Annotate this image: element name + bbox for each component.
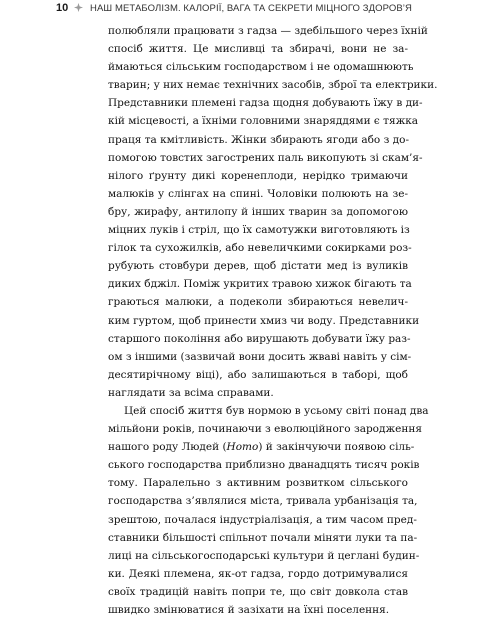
- paragraph-1: [108, 22, 438, 402]
- text-line: ом з іншими (зазвичай вони досить жваві навіть у сім-: [108, 350, 412, 363]
- diamond-flower-icon: [74, 3, 83, 12]
- text-line: гілок та сухожилків, або невеличкими сокирками роз-: [108, 242, 412, 255]
- text-line: праця та кмітливість. Жінки збирають ягоди або з до-: [108, 133, 409, 146]
- text-line: ким гуртом, щоб принести хмиз чи воду. Представники: [108, 314, 420, 327]
- text-line: диких бджіл. Поміж укритих травою хижок бігають та: [108, 278, 412, 291]
- text-line: міцних луків і стріл, що їх самотужки виготовляють із: [108, 224, 410, 237]
- running-title: НАШ МЕТАБОЛІЗМ. КАЛОРІЇ, ВАГА ТА СЕКРЕТИ МІЦНОГО ЗДОРОВ’Я: [90, 3, 412, 14]
- text-line: кій місцевості, а їхніми головними знаряддями є тяжка: [108, 115, 419, 128]
- text-line: бру, жирафу, антилопу й інших тварин за допомогою: [108, 205, 408, 218]
- text-line: наглядати за всіма справами.: [108, 386, 274, 399]
- paragraph-2: [108, 402, 429, 619]
- text-line: полюбляли працювати з гадза — здебільшого через їхній: [108, 25, 428, 37]
- text-line: Представники племені гадза щодня добувають їжу в ди-: [108, 97, 423, 110]
- text-line: рубують стовбури дерев, щоб дістати мед із вуликів: [108, 260, 408, 273]
- text-line: граються малюки, а подеколи збираються невелич-: [108, 296, 408, 309]
- text-line: швидко змінюватися й зазіхати на їхні поселення.: [108, 604, 390, 616]
- text-line: нашого роду Людей (Homo) й закінчуючи появою сіль-: [108, 441, 415, 454]
- text-line: зрештою, почалася індустріалізація, а тим часом пред-: [108, 513, 417, 526]
- text-line: нілого ґрунту дикі коренеплоди, нерідко тримаючи: [108, 169, 408, 182]
- text-line: ставники більшості спільнот почали міняти луки та па-: [108, 531, 418, 544]
- text-line: своїх традицій навіть попри те, що світ довкола став: [108, 585, 408, 598]
- text-line: ки. Деякі племена, як-от гадза, гордо дотримувалися: [108, 567, 408, 580]
- text-line: ймаються сільським господарством і не одомашнюють: [108, 61, 414, 74]
- text-line: господарства з’являлися міста, тривала урбанізація та,: [108, 495, 418, 508]
- text-line: ського господарства приблизно дванадцять тисяч років: [108, 459, 420, 472]
- text-line: лиці на сільськогосподарські культури й цеглані будин-: [108, 549, 420, 562]
- page-header: [0, 0, 500, 18]
- text-line: десятирічному віці), або залишаються в таборі, щоб: [108, 368, 408, 381]
- text-line: Цей спосіб життя був нормою в усьому світі понад два: [124, 404, 429, 417]
- page-number: 10: [56, 2, 69, 14]
- text-line: тварин; у них немає технічних засобів, зброї та електрики.: [108, 79, 438, 92]
- text-line: старшого покоління або вирушають добувати їжу раз-: [108, 332, 411, 345]
- text-line: малюків у слінгах на спині. Чоловіки полюють на зе-: [108, 187, 408, 200]
- text-line: спосіб життя. Це мисливці та збирачі, вони не за-: [108, 43, 408, 56]
- body-text: [108, 22, 438, 619]
- text-line: мільйони років, починаючи з еволюційного зародження: [108, 423, 422, 436]
- text-line: тому. Паралельно з активним розвитком сільського: [108, 477, 408, 490]
- text-line: помогою товстих загострених паль викопують зі скам’я-: [108, 151, 423, 164]
